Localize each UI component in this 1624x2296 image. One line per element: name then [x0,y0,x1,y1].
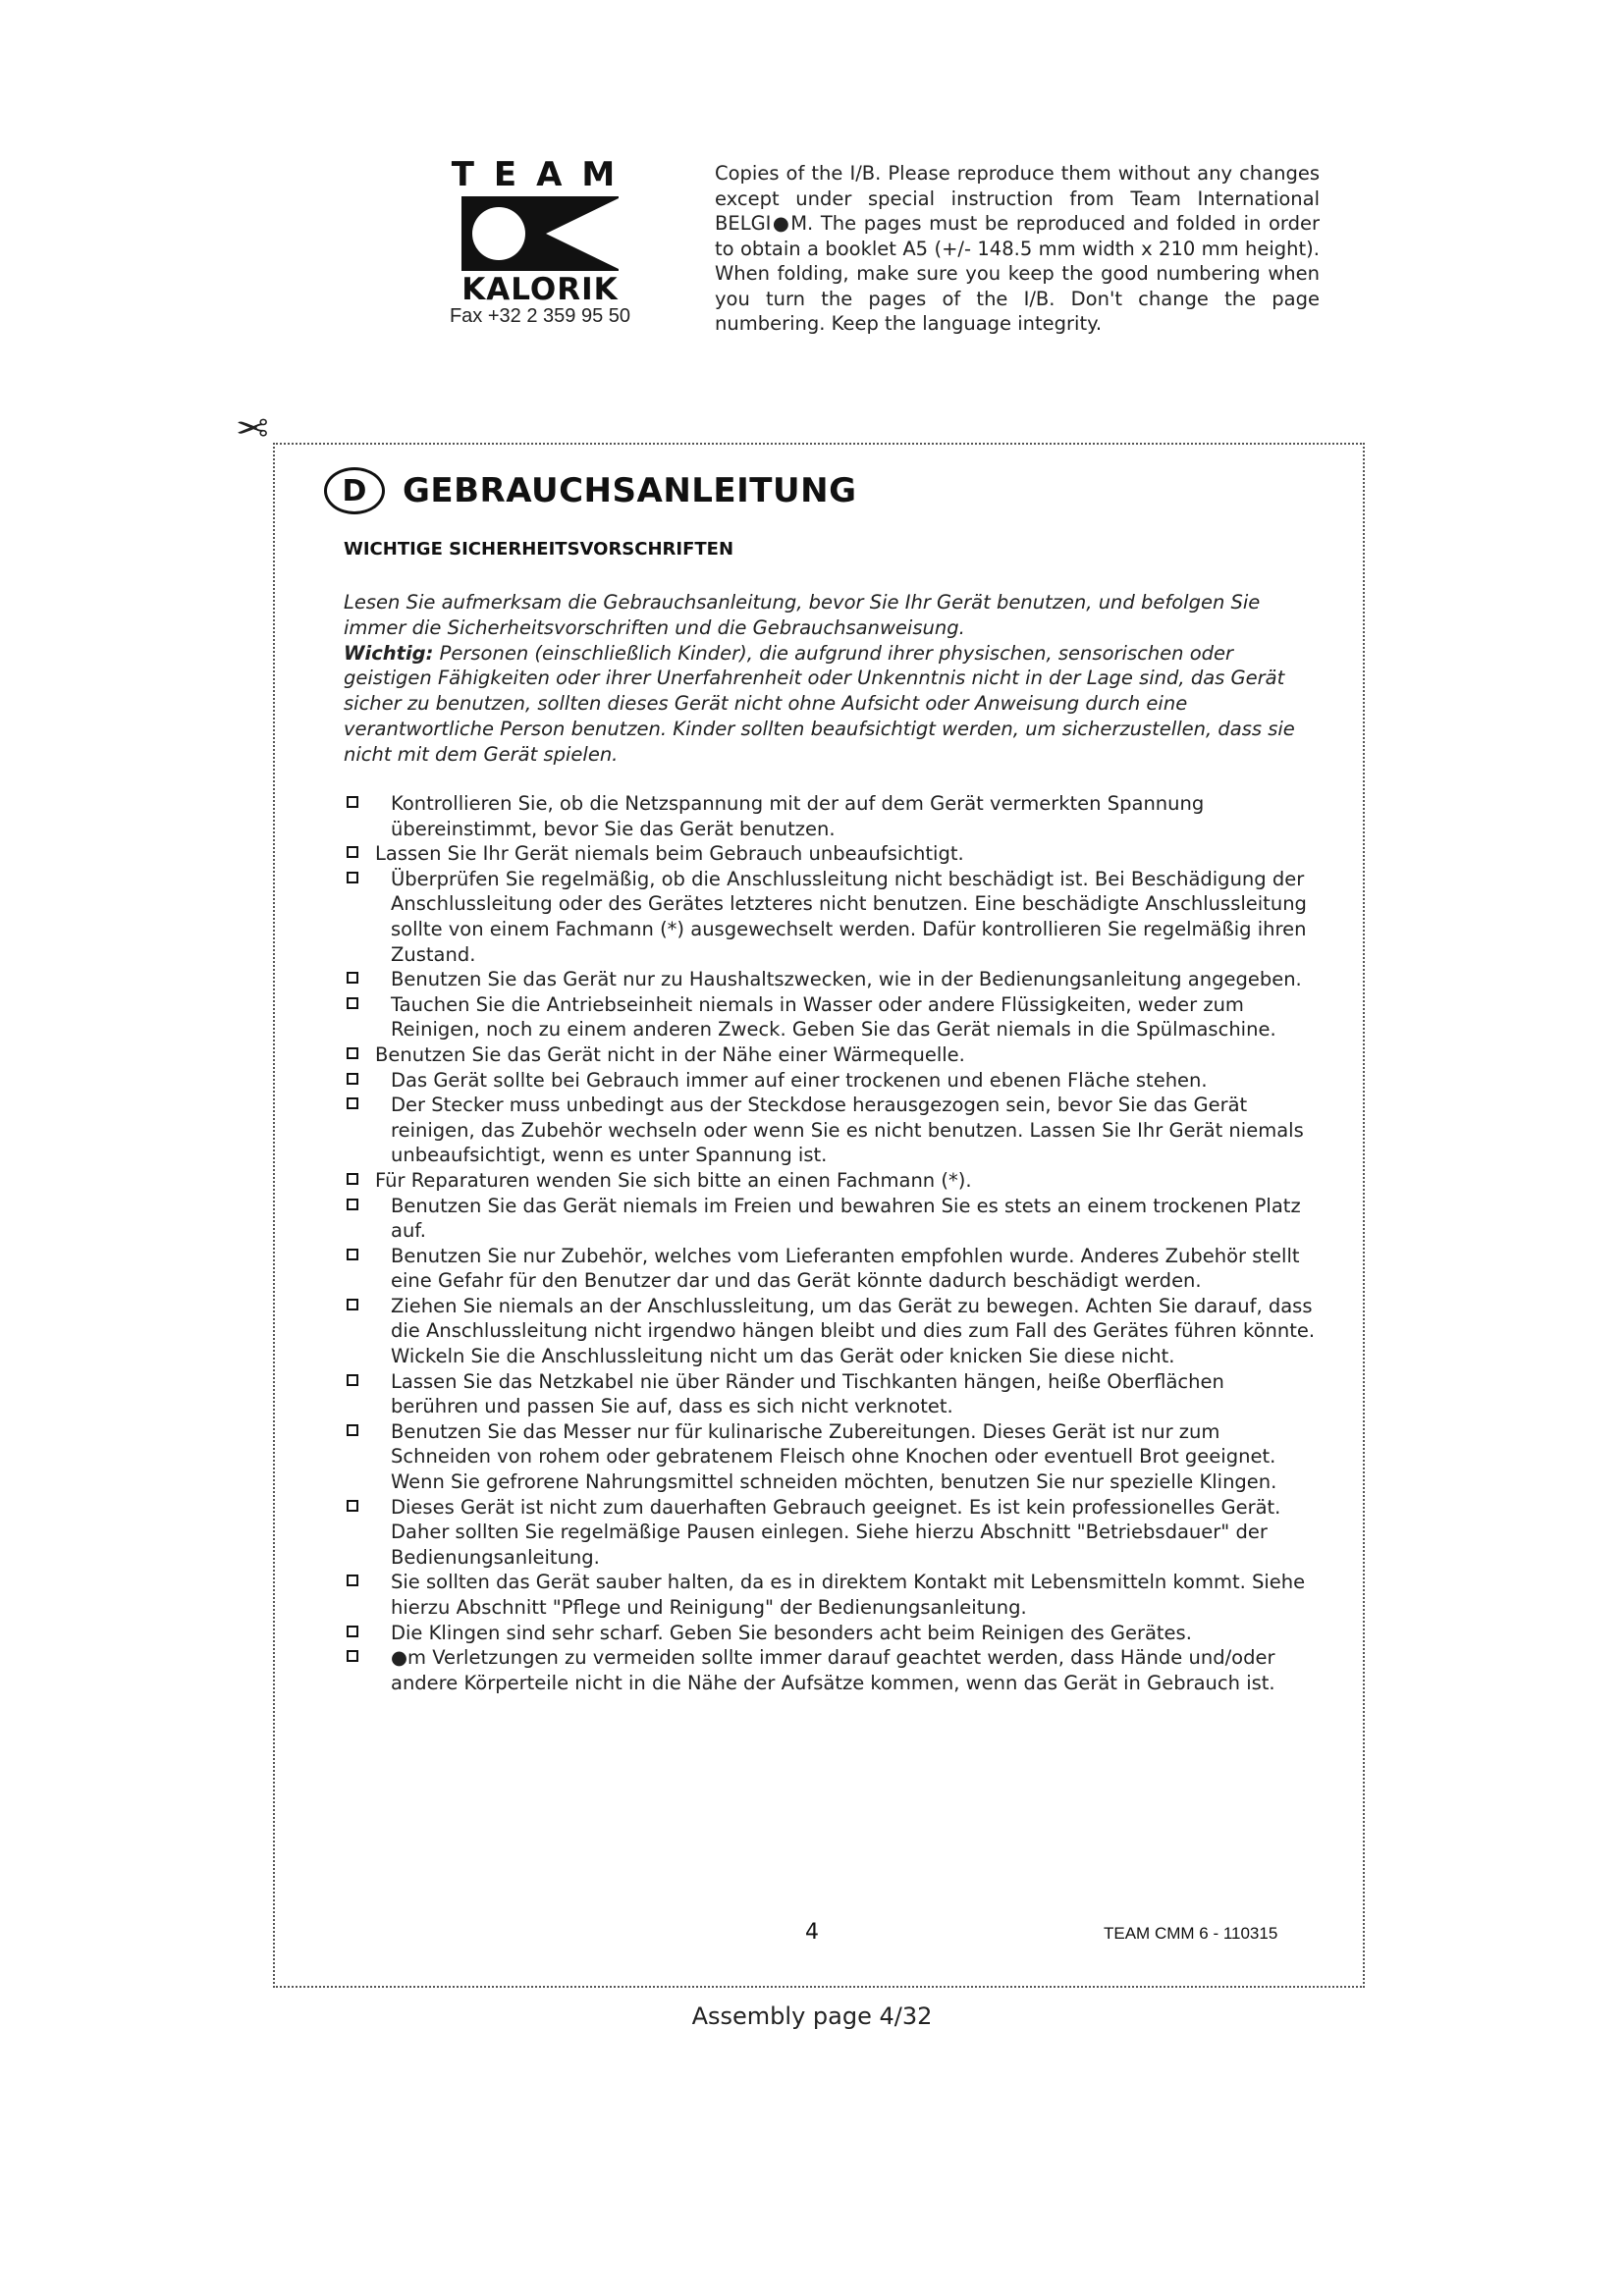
list-item-text: Benutzen Sie das Gerät niemals im Freien und bewahren Sie es stets an einem trockenen Platz auf. [391,1194,1301,1243]
list-item [344,1621,1316,1646]
logo-kalorik-text: KALORIK [461,272,619,307]
list-item [344,1419,1316,1495]
logo-team-text: TEAM [451,155,635,194]
list-item-text: Ziehen Sie niemals an der Anschlussleitung, um das Gerät zu bewegen. Achten Sie darauf, dass die Anschlussleitung nicht irgendwo hängen bleibt und dies zum Fall des Gerätes führen könnte. Wickeln Sie die Anschlussleitung nicht um das Gerät oder knicken Sie diese nicht. [391,1294,1316,1368]
list-item-text: Dieses Gerät ist nicht zum dauerhaften Gebrauch geeignet. Es ist kein professionelles Gerät. Daher sollten Sie regelmäßige Pausen einlegen. Siehe hierzu Abschnitt "Betriebsdauer" der Bedienungsanleitung. [391,1495,1281,1569]
list-item-text: Die Klingen sind sehr scharf. Geben Sie besonders acht beim Reinigen des Gerätes. [391,1621,1192,1644]
checkbox-icon [347,1199,358,1210]
checkbox-icon [347,872,358,883]
checkbox-icon [347,1424,358,1436]
list-item [344,1495,1316,1571]
list-item [344,1093,1316,1168]
list-item-text: Kontrollieren Sie, ob die Netzspannung mit der auf dem Gerät vermerkten Spannung übereinstimmt, bevor Sie das Gerät benutzen. [391,792,1205,840]
list-item [344,1194,1316,1244]
list-item-text: Für Reparaturen wenden Sie sich bitte an einen Fachmann (*). [375,1168,972,1192]
list-item [344,1068,1316,1094]
safety-list [344,791,1316,1695]
checkbox-icon [347,1626,358,1637]
intro-paragraph: Lesen Sie aufmerksam die Gebrauchsanleitung, bevor Sie Ihr Gerät benutzen, und befolgen Sie immer die Sicherheitsvorschriften und die Gebrauchsanweisung. [344,591,1261,639]
checkbox-icon [347,1173,358,1185]
section-heading: WICHTIGE SICHERHEITSVORSCHRIFTEN [344,539,734,560]
scissors-icon: ✂ [236,403,269,449]
intro-text [344,590,1306,768]
list-item-text: Der Stecker muss unbedingt aus der Steckdose herausgezogen sein, bevor Sie das Gerät reinigen, das Zubehör wechseln oder wenn Sie es nicht benutzen. Lassen Sie Ihr Gerät niemals unbeaufsichtigt, wenn es unter Spannung ist. [391,1094,1304,1167]
list-item [344,1244,1316,1294]
checkbox-icon [347,846,358,858]
warning-paragraph [344,641,1306,768]
list-item-text: Benutzen Sie das Gerät nicht in der Nähe einer Wärmequelle. [375,1042,965,1066]
assembly-page-label: Assembly page 4/32 [691,2002,933,2030]
document-title [324,461,856,520]
list-item-text: Benutzen Sie das Messer nur für kulinarische Zubereitungen. Dieses Gerät ist nur zum Schneiden von rohem oder gebratenem Fleisch ohne Knochen oder eventuell Brot geeignet. Wenn Sie gefrorene Nahrungsmittel schneiden möchten, benutzen Sie nur spezielle Klingen. [391,1419,1277,1494]
checkbox-icon [347,1047,358,1059]
checkbox-icon [347,1374,358,1386]
list-item [344,992,1316,1042]
kalorik-logo [444,157,636,306]
checkbox-icon [347,796,358,808]
list-item [344,967,1316,992]
list-item [344,1042,1316,1068]
list-item-text: Lassen Sie das Netzkabel nie über Ränder und Tischkanten hängen, heiße Oberflächen berühren und passen Sie auf, dass es sich nicht verknotet. [391,1369,1224,1418]
list-item-text: Benutzen Sie das Gerät nur zu Haushaltszwecken, wie in der Bedienungsanleitung angegeben. [391,968,1302,991]
checkbox-icon [347,1575,358,1586]
checkbox-icon [347,1073,358,1085]
list-item [344,1294,1316,1369]
warning-text: Personen (einschließlich Kinder), die aufgrund ihrer physischen, sensorischen oder geistigen Fähigkeiten oder ihrer Unerfahrenheit oder Unkenntnis nicht in der Lage sind, das Gerät sicher zu benutzen, sollten dieses Gerät nicht ohne Aufsicht oder Anweisung durch eine verantwortliche Person benutzen. Kinder sollten beaufsichtigt werden, um sicherzustellen, dass sie nicht mit dem Gerät spielen. [344,641,1295,766]
list-item [344,1570,1316,1620]
list-item-text: Tauchen Sie die Antriebseinheit niemals in Wasser oder andere Flüssigkeiten, weder zum Reinigen, noch zu einem anderen Zweck. Geben Sie das Gerät niemals in die Spülmaschine. [391,992,1276,1041]
checkbox-icon [347,1249,358,1260]
checkbox-icon [347,1650,358,1662]
list-item [344,1369,1316,1419]
checkbox-icon [347,1500,358,1512]
reproduction-note: Copies of the I/B. Please reproduce them without any changes except under special instruction from Team International BELGI●M. The pages must be reproduced and folded in order to obtain a booklet A5 (+/- 148.5 mm width x 210 mm height). When folding, make sure you keep the good numbering when you turn the pages of the I/B. Don't change the page numbering. Keep the language integrity. [715,162,1320,335]
list-item-text: Lassen Sie Ihr Gerät niemals beim Gebrauch unbeaufsichtigt. [375,842,964,866]
kalorik-k-icon [461,196,619,271]
document-code: TEAM CMM 6 - 110315 [1104,1924,1278,1943]
language-badge: D [324,467,385,514]
warning-label: Wichtig: [344,641,434,665]
list-item [344,1168,1316,1194]
list-item-text: Sie sollten das Gerät sauber halten, da es in direktem Kontakt mit Lebensmitteln kommt. Siehe hierzu Abschnitt "Pflege und Reinigung" der Bedienungsanleitung. [391,1571,1306,1619]
list-item [344,841,1316,867]
checkbox-icon [347,972,358,984]
checkbox-icon [347,1299,358,1310]
page-number: 4 [805,1920,819,1945]
checkbox-icon [347,1097,358,1109]
list-item [344,791,1316,841]
list-item-text: Benutzen Sie nur Zubehör, welches vom Lieferanten empfohlen wurde. Anderes Zubehör stellt eine Gefahr für den Benutzer dar und das Gerät könnte dadurch beschädigt werden. [391,1244,1300,1293]
list-item-text: Überprüfen Sie regelmäßig, ob die Anschlussleitung nicht beschädigt ist. Bei Beschädigung der Anschlussleitung oder des Gerätes letzteres nicht benutzen. Eine beschädigte Anschlussleitung sollte von einem Fachmann (*) ausgewechselt werden. Dafür kontrollieren Sie regelmäßig ihren Zustand. [391,867,1307,966]
list-item-text: Das Gerät sollte bei Gebrauch immer auf einer trockenen und ebenen Fläche stehen. [391,1068,1208,1092]
list-item-text: ●m Verletzungen zu vermeiden sollte immer darauf geachtet werden, dass Hände und/oder andere Körperteile nicht in die Nähe der Aufsätze kommen, wenn das Gerät in Gebrauch ist. [391,1646,1275,1694]
list-item [344,867,1316,967]
checkbox-icon [347,997,358,1009]
title-text: GEBRAUCHSANLEITUNG [403,471,857,510]
fax-number: Fax +32 2 359 95 50 [449,305,631,327]
list-item [344,1645,1316,1695]
